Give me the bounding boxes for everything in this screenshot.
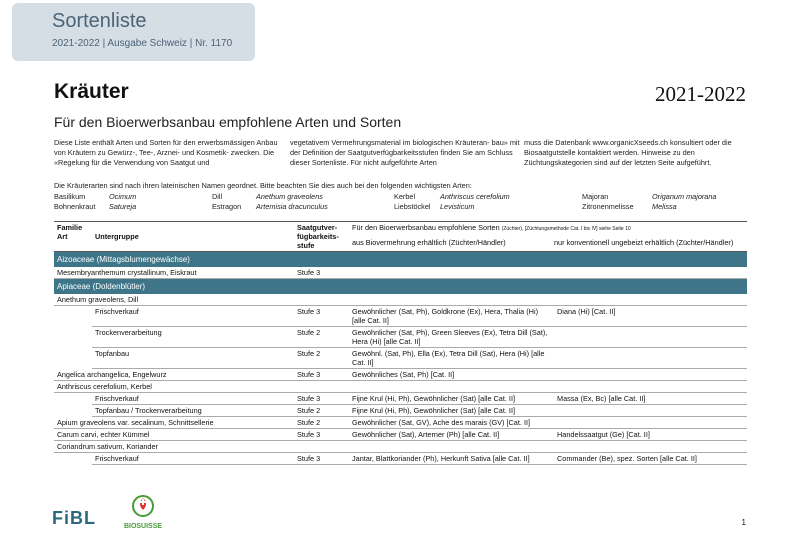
species-lat: Artemisia dracunculus xyxy=(256,202,328,211)
species-de: Basilikum xyxy=(54,192,86,201)
table-row: Mesembryanthemum crystallinum, Eiskraut Stufe 3 xyxy=(54,267,747,279)
table-header xyxy=(54,222,747,252)
species-item xyxy=(54,192,85,201)
species-de: Dill xyxy=(212,192,223,201)
intro-col-3: muss die Datenbank www.organicXseeds.ch konsultiert oder die Biosaatgutstelle kontaktiert werden. Hinweise zu den Züchtungskategorien sind auf der letzten Seite aufgeführt. xyxy=(524,138,732,167)
intro-text xyxy=(54,138,754,174)
header-empf-note: (Züchter), [Züchtungsmethode Cat. I bis IV] siehe Seite 10 xyxy=(501,226,631,232)
header-box xyxy=(12,3,255,61)
species-lat: Ocimum xyxy=(109,192,137,201)
header-subtitle: 2021-2022 | Ausgabe Schweiz | Nr. 1170 xyxy=(52,38,233,49)
header-title: Sortenliste xyxy=(52,10,147,32)
table-row: Anthriscus cerefolium, Kerbel xyxy=(54,381,747,393)
page-subtitle: Für den Bioerwerbsanbau empfohlene Arten und Sorten xyxy=(54,114,402,130)
species-de: Zitronenmelisse xyxy=(582,202,634,211)
family-row: Apiaceae (Doldenblütler) xyxy=(54,279,747,295)
page-number: 1 xyxy=(741,518,746,527)
species-de: Majoran xyxy=(582,192,609,201)
species-lat: Satureja xyxy=(109,202,137,211)
species-lat: Anthriscus cerefolium xyxy=(440,192,510,201)
table-row: Anethum graveolens, Dill xyxy=(54,294,747,306)
biosuisse-label: BIOSUISSE xyxy=(123,523,163,530)
table-row: Frischverkauf Stufe 3 Fijne Krul (Hi, Ph), Gewöhnlicher (Sat) [alle Cat. II] Massa (Ex, Bc) [alle Cat. II] xyxy=(54,393,747,405)
variety-table xyxy=(54,221,747,465)
fibl-logo: FiBL xyxy=(52,508,96,528)
header-bio: aus Biovermehrung erhältlich (Züchter/Händler) xyxy=(352,238,506,247)
species-lat: Melissa xyxy=(652,202,677,211)
header-untergruppe: Untergruppe xyxy=(92,222,294,252)
header-empf: Für den Bioerwerbsanbau empfohlene Sorten xyxy=(352,223,500,232)
header-familie: Familie Art xyxy=(54,222,92,252)
table-row: Frischverkauf Stufe 3 Jantar, Blattkoriander (Ph), Herkunft Sativa [alle Cat. II] Commander (Be), spez. Sorten [alle Cat. II] xyxy=(54,453,747,465)
species-de: Liebstöckel xyxy=(394,202,431,211)
header-konv: nur konventionell ungebeizt erhältlich (Züchter/Händler) xyxy=(554,238,734,247)
intro-col-1: Diese Liste enthält Arten und Sorten für den erwerbsmässigen Anbau von Kräutern zu Gewürz-, Tee-, Arznei- und Kosmetik- zwecken. Die «Regelung für die Verwendung von Saatgut und xyxy=(54,138,278,167)
table-row: Coriandrum sativum, Koriander xyxy=(54,441,747,453)
table-row: Carum carvi, echter Kümmel Stufe 3 Gewöhnlicher (Sat), Arterner (Ph) [alle Cat. II] Handelssaatgut (Ge) [Cat. II] xyxy=(54,429,747,441)
family-row: Aizoaceae (Mittagsblumengewächse) xyxy=(54,252,747,268)
species-item xyxy=(54,202,95,211)
intro-col-2: vegetativem Vermehrungsmaterial im biologischen Kräuteran- bau» mit der Definition der Saatgutverfügbarkeitsstufen finden Sie am Schluss dieser Sortenliste. Für nicht aufgeführte Arten xyxy=(290,138,520,167)
table-row: Topfanbau Stufe 2 Gewöhnl. (Sat, Ph), Ella (Ex), Tetra Dill (Sat), Hera (Hi) [alle Cat. II] xyxy=(54,348,747,369)
species-lat: Anethum graveolens xyxy=(256,192,323,201)
biosuisse-logo xyxy=(120,492,166,532)
page-title: Kräuter xyxy=(54,80,129,103)
year-title: 2021-2022 xyxy=(655,82,746,106)
species-lat: Levisticum xyxy=(440,202,475,211)
header-sorten xyxy=(349,222,747,252)
table-row: Angelica archangelica, Engelwurz Stufe 3 Gewöhnliches (Sat, Ph) [Cat. II] xyxy=(54,369,747,381)
table-row: Apium graveolens var. secalinum, Schnittsellerie Stufe 2 Gewöhnlicher (Sat, GV), Ache des marais (GV) [Cat. II] xyxy=(54,417,747,429)
table-row: Topfanbau / Trockenverarbeitung Stufe 2 Fijne Krul (Hi, Ph), Gewöhnlicher (Sat) [alle Cat. II] xyxy=(54,405,747,417)
species-de: Kerbel xyxy=(394,192,416,201)
species-de: Estragon xyxy=(212,202,242,211)
species-lat: Origanum majorana xyxy=(652,192,717,201)
table-row: Trockenverarbeitung Stufe 2 Gewöhnlicher (Sat, Ph), Green Sleeves (Ex), Tetra Dill (Sat), Hera (Hi) [alle Cat. II] xyxy=(54,327,747,348)
table-row: Frischverkauf Stufe 3 Gewöhnlicher (Sat, Ph), Goldkrone (Ex), Hera, Thalia (Hi) [alle Cat. II] Diana (Hi) [Cat. II] xyxy=(54,306,747,327)
sort-note: Die Kräuterarten sind nach ihren lateinischen Namen geordnet. Bitte beachten Sie dies auch bei den folgenden wichtigsten Arten: xyxy=(54,181,472,190)
header-stufe: Saatgutver- fügbarkeits- stufe xyxy=(294,222,349,252)
species-de: Bohnenkraut xyxy=(54,202,96,211)
